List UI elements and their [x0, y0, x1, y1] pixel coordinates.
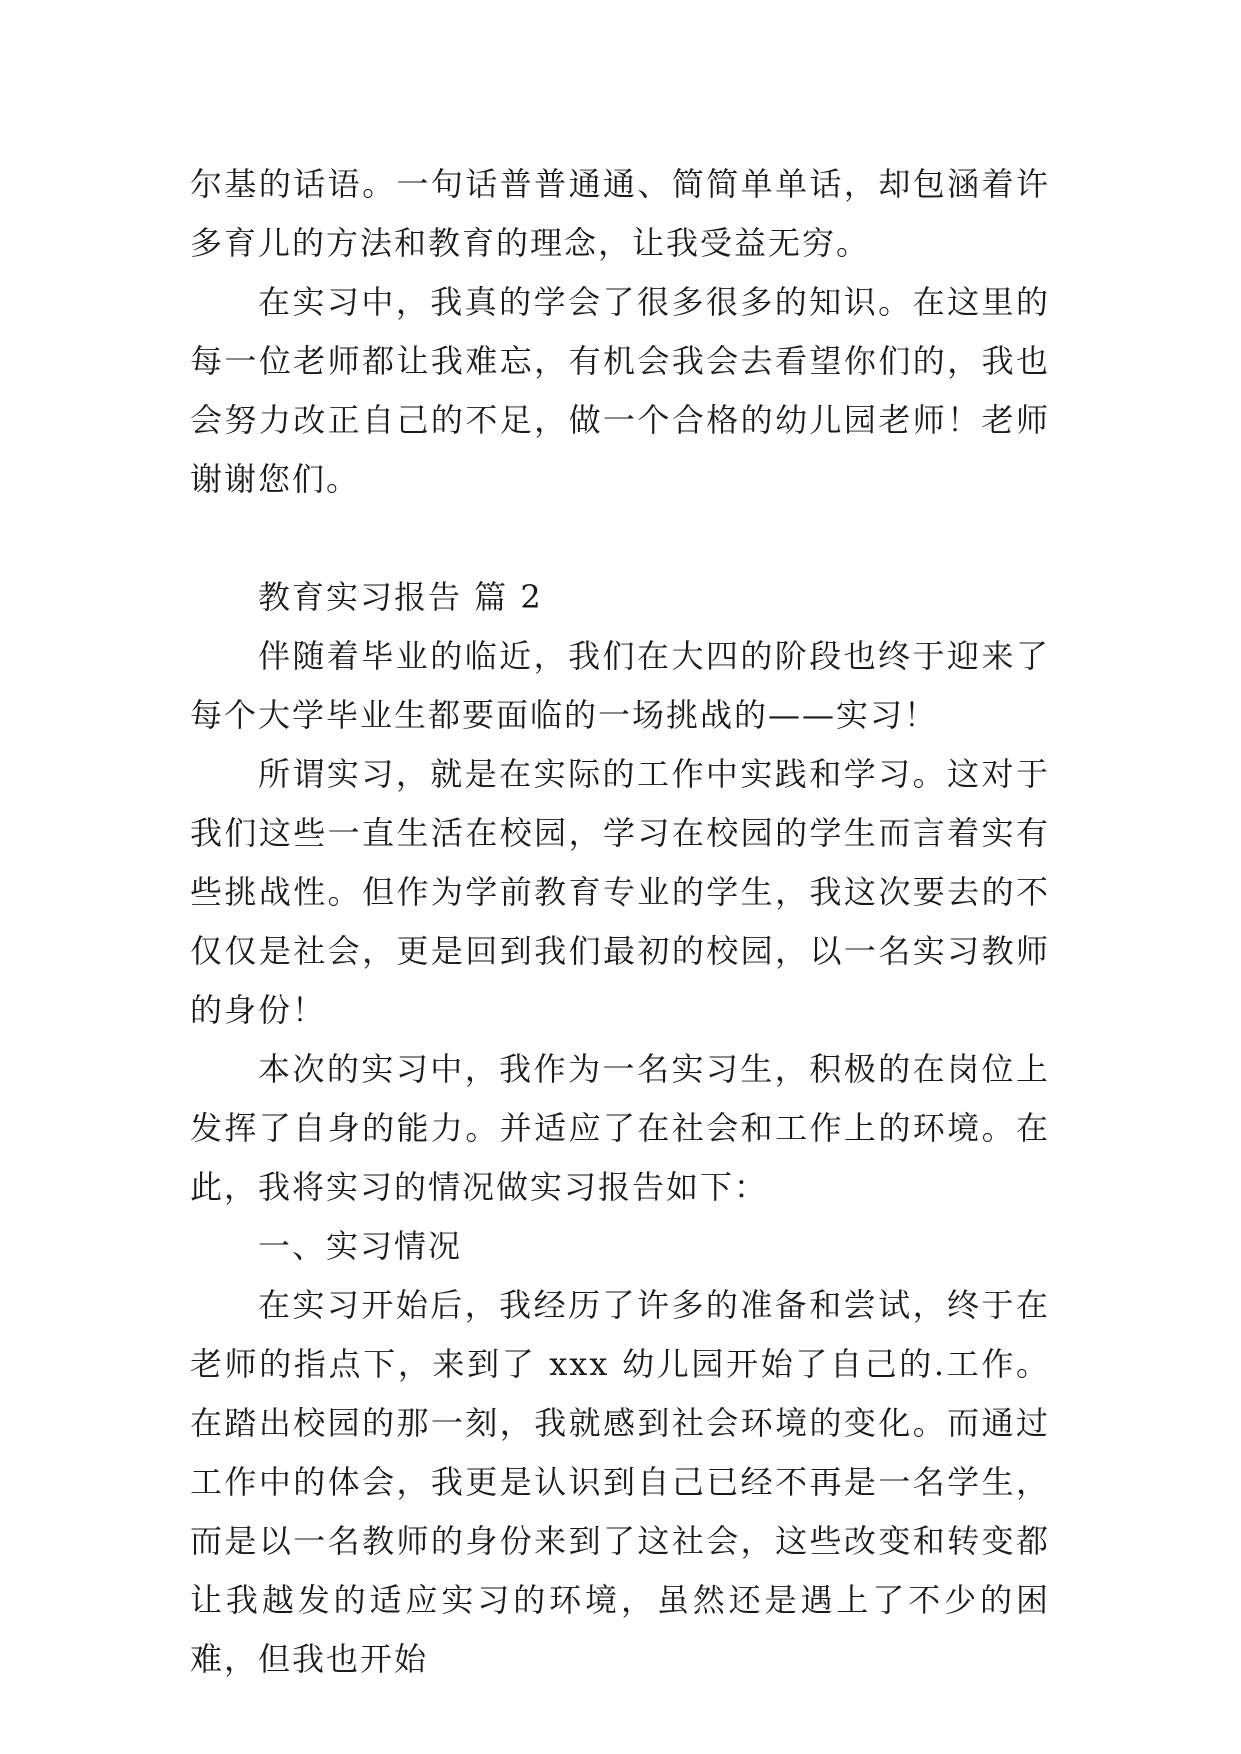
paragraph-experience: 在实习开始后，我经历了许多的准备和尝试，终于在老师的指点下，来到了 xxx 幼儿园开始了自己的.工作。在踏出校园的那一刻，我就感到社会环境的变化。而通过工作中的体会，我更是认识到自己已经不再是一名学生，而是以一名教师的身份来到了这社会，这些改变和转变都让我越发的适应实习的环境，虽然还是遇上了不少的困难，但我也开始 [190, 1286, 1050, 1678]
section-spacer [190, 509, 1050, 568]
paragraph-closing: 在实习中，我真的学会了很多很多的知识。在这里的每一位老师都让我难忘，有机会我会去看望你们的，我也会努力改正自己的不足，做一个合格的幼儿园老师！老师谢谢您们。 [190, 283, 1050, 498]
paragraph-intro: 伴随着毕业的临近，我们在大四的阶段也终于迎来了每个大学毕业生都要面临的一场挑战的——实习！ [190, 637, 1050, 734]
subsection-heading: 一、实习情况 [258, 1227, 463, 1265]
section-title: 教育实习报告 篇 2 [258, 578, 543, 616]
document-body [190, 155, 1050, 1689]
paragraph-definition: 所谓实习，就是在实际的工作中实践和学习。这对于我们这些一直生活在校园，学习在校园的学生而言着实有些挑战性。但作为学前教育专业的学生，我这次要去的不仅仅是社会，更是回到我们最初的校园，以一名实习教师的身份！ [190, 755, 1050, 1029]
paragraph-continuation: 尔基的话语。一句话普普通通、简简单单话，却包涵着许多育儿的方法和教育的理念，让我受益无穷。 [190, 165, 1050, 262]
paragraph-summary: 本次的实习中，我作为一名实习生，积极的在岗位上发挥了自身的能力。并适应了在社会和工作上的环境。在此，我将实习的情况做实习报告如下： [190, 1050, 1050, 1206]
